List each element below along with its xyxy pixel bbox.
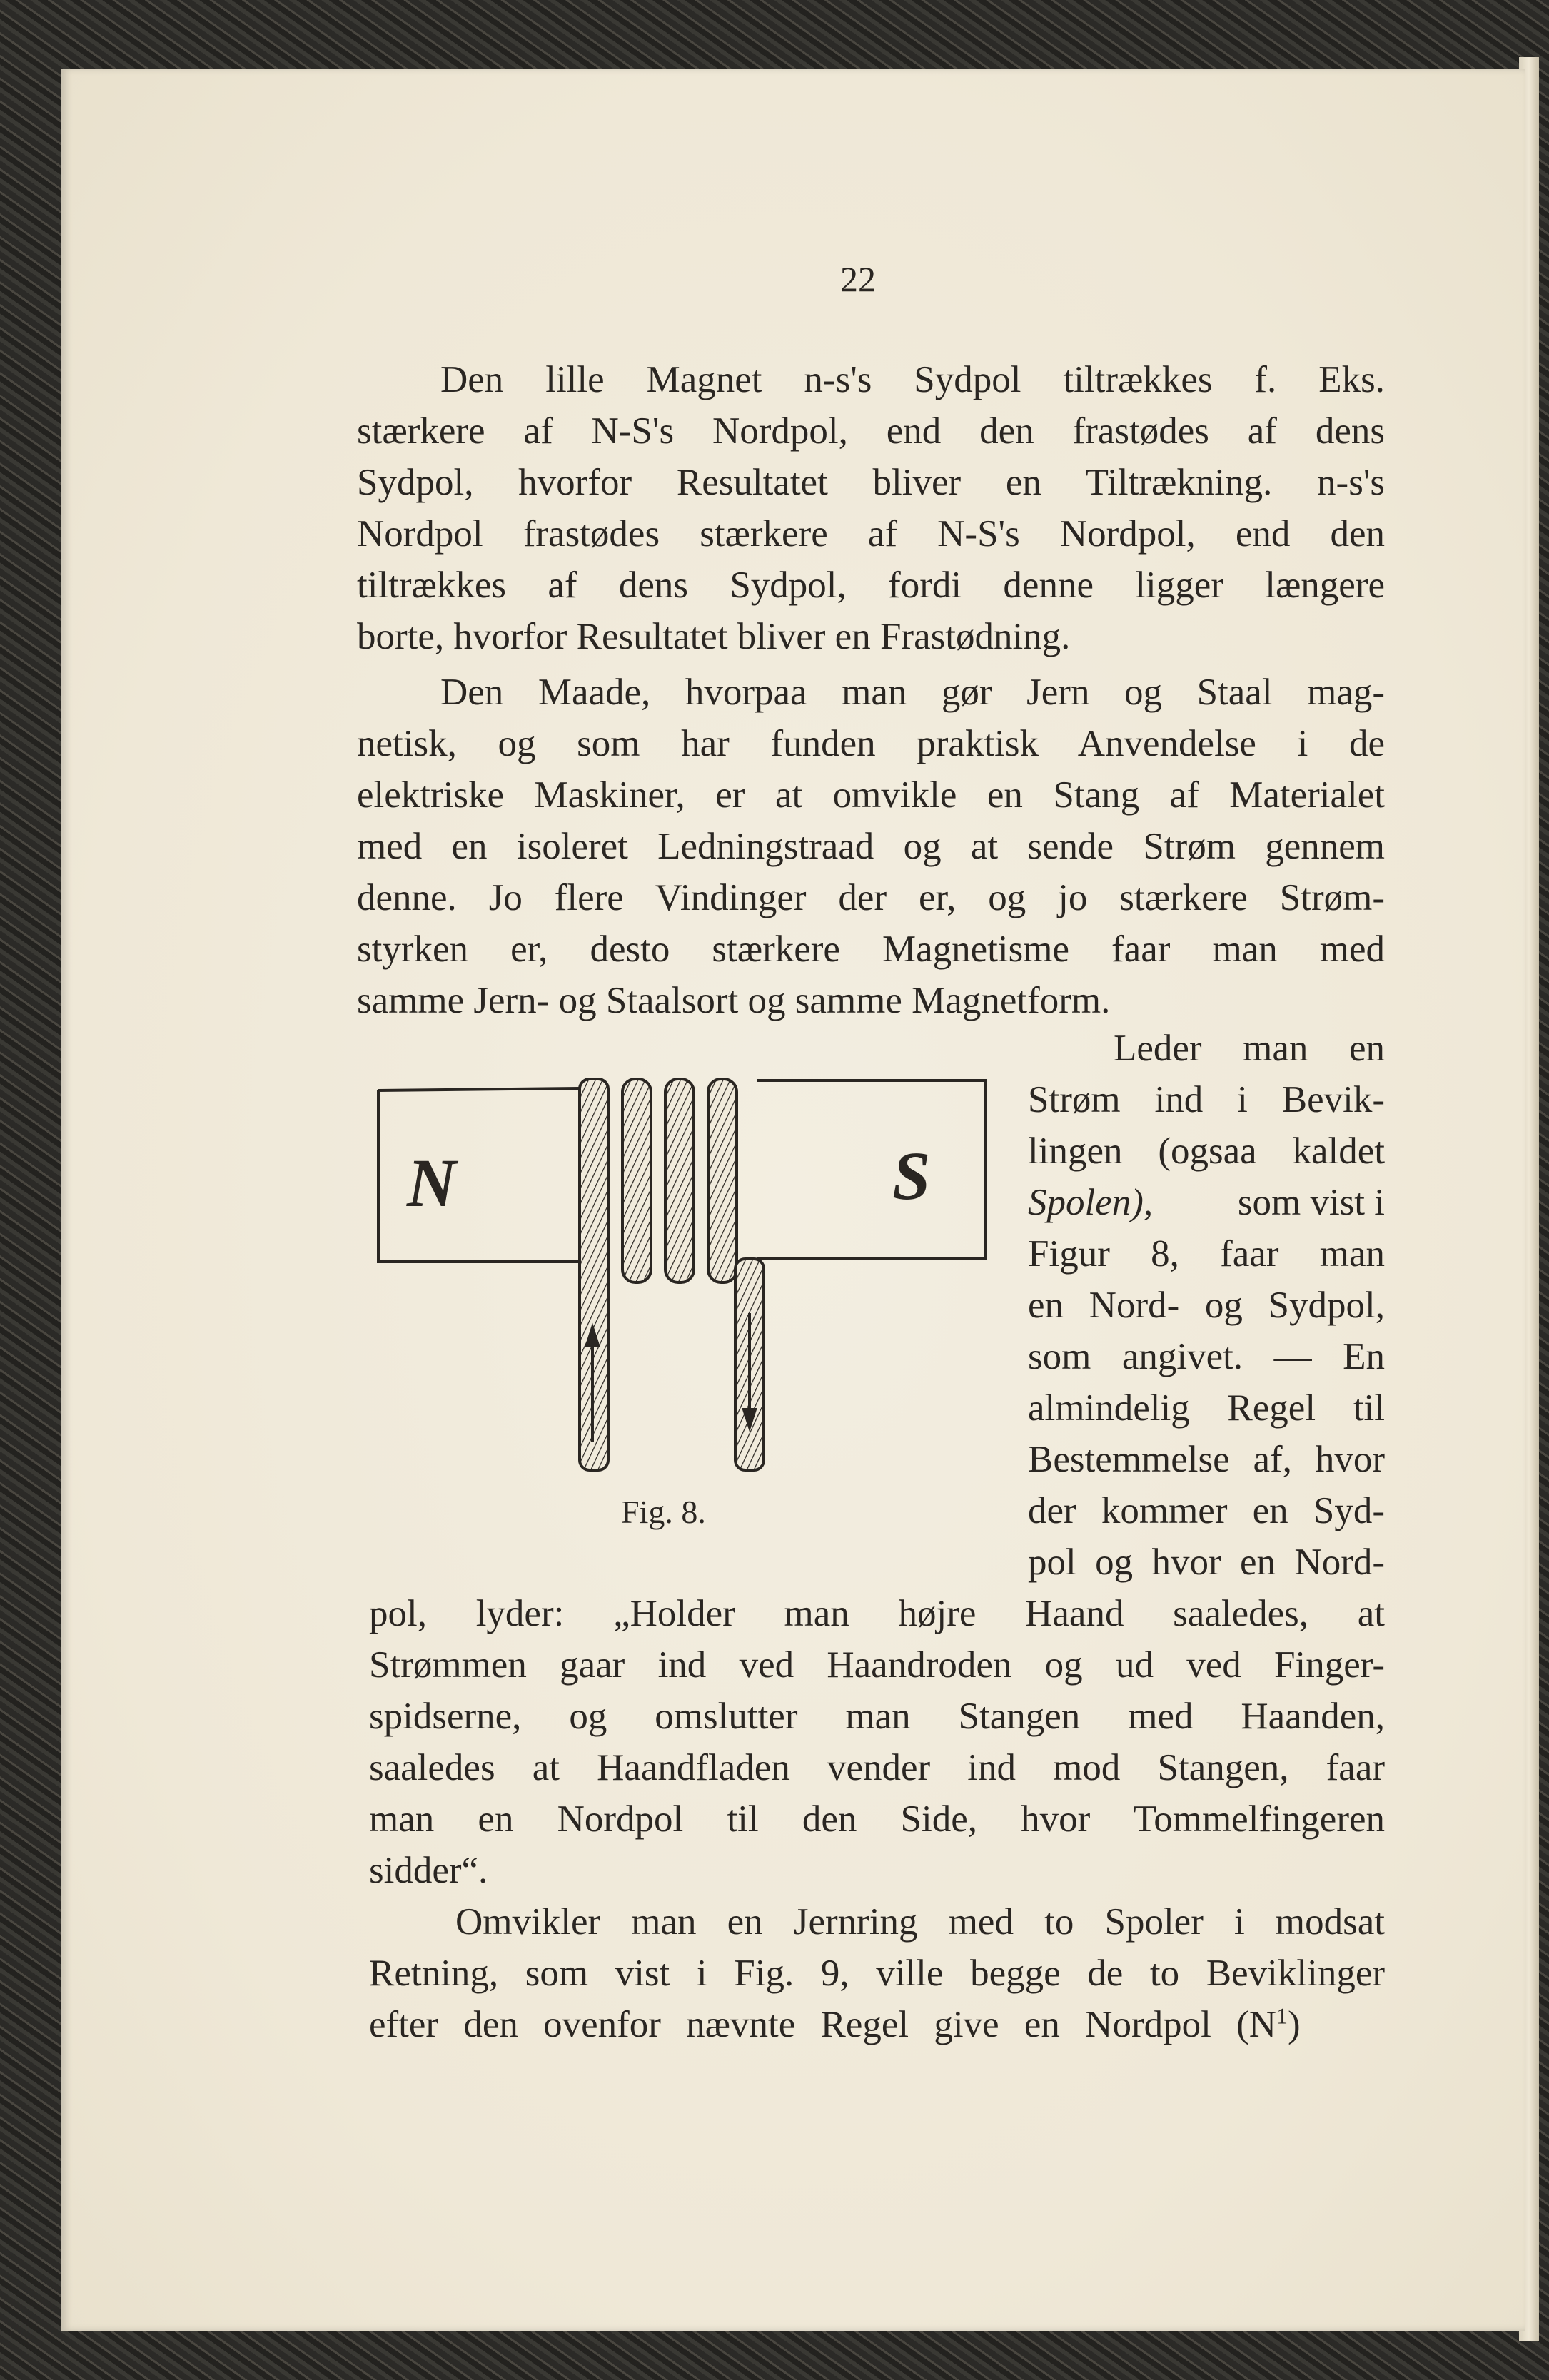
text-line: man en Nordpol til den Side, hvor Tommelfingeren [369,1798,1385,1840]
text-line: Figur 8, faar man [1028,1233,1385,1275]
text-line: Omvikler man en Jernring med to Spoler i modsat [455,1901,1385,1943]
text-line: denne. Jo flere Vindinger der er, og jo stærkere Strøm- [357,877,1385,918]
text-line: spidserne, og omslutter man Stangen med Haanden, [369,1696,1385,1737]
text-fragment: som vist i [1237,1182,1385,1223]
north-pole-label: N [407,1145,457,1221]
text-fragment: efter den ovenfor nævnte Regel give en Nordpol (N [369,2004,1276,2045]
text-line: Leder man en [1114,1028,1385,1069]
text-line: med en isoleret Ledningstraad og at sende Strøm gennem [357,826,1385,867]
text-line: en Nord- og Sydpol, [1028,1285,1385,1326]
text-line: samme Jern- og Staalsort og samme Magnetform. [357,980,1111,1021]
text-line: pol og hvor en Nord- [1028,1541,1385,1583]
text-line: tiltrækkes af dens Sydpol, fordi denne ligger længere [357,564,1385,606]
text-line: Den Maade, hvorpaa man gør Jern og Staal mag- [440,672,1385,713]
text-line: Retning, som vist i Fig. 9, ville begge de to Beviklinger [369,1953,1385,1994]
text-fragment: ) [1288,2004,1301,2045]
figure-caption: Fig. 8. [621,1494,706,1530]
text-line: Den lille Magnet n-s's Sydpol tiltrækkes f. Eks. [440,359,1385,400]
text-line: netisk, og som har funden praktisk Anvendelse i de [357,723,1385,764]
text-line: styrken er, desto stærkere Magnetisme faar man med [357,928,1385,970]
current-arrows [587,1313,755,1442]
text-line: der kommer en Syd- [1028,1490,1385,1531]
text-line: som angivet. — En [1028,1336,1385,1377]
text-line: Sydpol, hvorfor Resultatet bliver en Tiltrækning. n-s's [357,462,1385,503]
text-line: lingen (ogsaa kaldet [1028,1130,1385,1172]
south-pole-label: S [892,1138,931,1214]
text-line: Strøm ind i Bevik- [1028,1079,1385,1120]
superscript: 1 [1276,2002,1288,2029]
text-line [369,1999,1385,2050]
wire-coil [580,1079,764,1470]
text-line: stærkere af N-S's Nordpol, end den frastødes af dens [357,410,1385,452]
text-line [1028,1177,1385,1228]
page-number: 22 [840,259,876,299]
text-line: sidder“. [369,1850,488,1891]
text-line: Strømmen gaar ind ved Haandroden og ud ved Finger- [369,1644,1385,1686]
text-line: Bestemmelse af, hvor [1028,1439,1385,1480]
text-line: borte, hvorfor Resultatet bliver en Frastødning. [357,616,1071,657]
figure-8-electromagnet [343,1056,1028,1499]
text-line: saaledes at Haandfladen vender ind mod Stangen, faar [369,1747,1385,1788]
text-line: almindelig Regel til [1028,1387,1385,1429]
italic-term-spolen: Spolen), [1028,1182,1154,1223]
text-line: Nordpol frastødes stærkere af N-S's Nordpol, end den [357,513,1385,555]
text-line: pol, lyder: „Holder man højre Haand saaledes, at [369,1593,1385,1634]
text-line: elektriske Maskiner, er at omvikle en Stang af Materialet [357,774,1385,816]
